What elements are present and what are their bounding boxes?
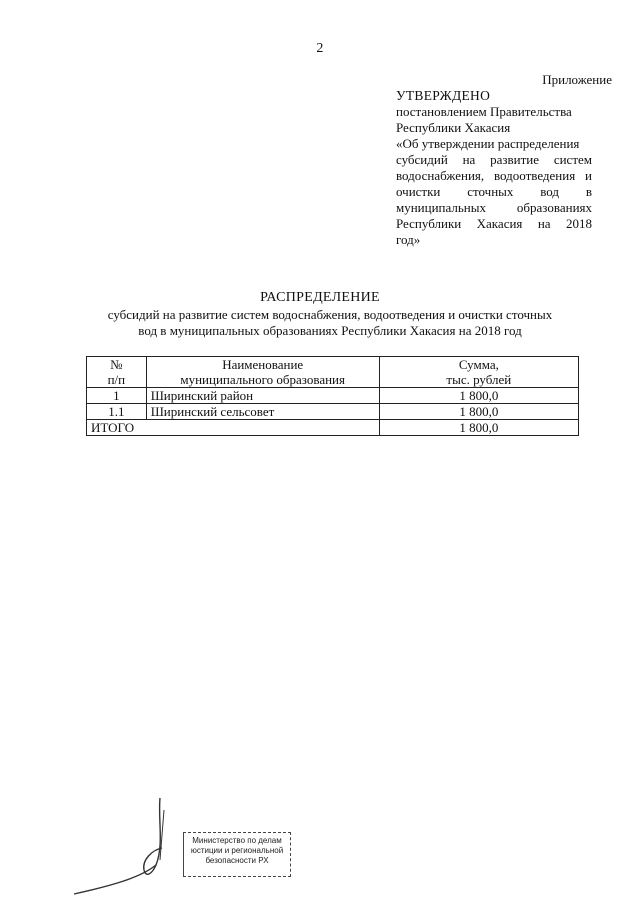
row-num: 1.1 <box>87 404 147 420</box>
table-total-row <box>87 420 579 436</box>
header-sum-line: тыс. рублей <box>446 372 512 387</box>
approval-line: водоснабжения, водоотведения и <box>396 168 592 183</box>
approval-line: «Об утверждении распределения <box>396 136 580 151</box>
header-num <box>87 357 147 388</box>
row-num: 1 <box>87 388 147 404</box>
table-row <box>87 388 579 404</box>
approval-line: Республики Хакасия <box>396 120 511 135</box>
document-title: РАСПРЕДЕЛЕНИЕ <box>260 290 380 305</box>
approval-line: субсидий на развитие систем <box>396 152 592 167</box>
ministry-stamp <box>183 832 291 877</box>
row-sum: 1 800,0 <box>379 404 578 420</box>
header-num-line: п/п <box>107 372 126 387</box>
approved-heading: УТВЕРЖДЕНО <box>396 88 491 103</box>
subtitle-line: вод в муниципальных образованиях Республики Хакасия на 2018 год <box>138 323 522 338</box>
row-sum: 1 800,0 <box>379 388 578 404</box>
header-sum-line: Сумма, <box>458 357 499 372</box>
header-name <box>146 357 379 388</box>
distribution-table <box>86 356 579 436</box>
stamp-line: Министерство по делам <box>192 836 282 845</box>
subtitle-line: субсидий на развитие систем водоснабжения, водоотведения и очистки сточных <box>107 307 553 322</box>
stamp-line: юстиции и региональной <box>190 846 284 855</box>
header-name-line: муниципального образования <box>180 372 345 387</box>
stamp-line: безопасности РХ <box>205 856 269 865</box>
row-name: Ширинский сельсовет <box>146 404 379 420</box>
total-sum: 1 800,0 <box>379 420 578 436</box>
signature-mark <box>60 790 190 900</box>
table-header-row <box>87 357 579 388</box>
approval-block <box>396 88 592 248</box>
approval-line: Республики Хакасия на 2018 <box>396 216 592 231</box>
approval-line: муниципальных образованиях <box>396 200 592 215</box>
header-num-line: № <box>110 357 123 372</box>
appendix-label: Приложение <box>542 72 612 87</box>
row-name: Ширинский район <box>146 388 379 404</box>
approval-line: постановлением Правительства <box>396 104 572 119</box>
page-number: 2 <box>316 41 324 56</box>
header-sum <box>379 357 578 388</box>
total-label: ИТОГО <box>87 420 380 436</box>
document-subtitle <box>80 307 580 339</box>
table-row <box>87 404 579 420</box>
header-name-line: Наименование <box>222 357 304 372</box>
approval-line: очистки сточных вод в <box>396 184 592 199</box>
approval-line: год» <box>396 232 421 247</box>
